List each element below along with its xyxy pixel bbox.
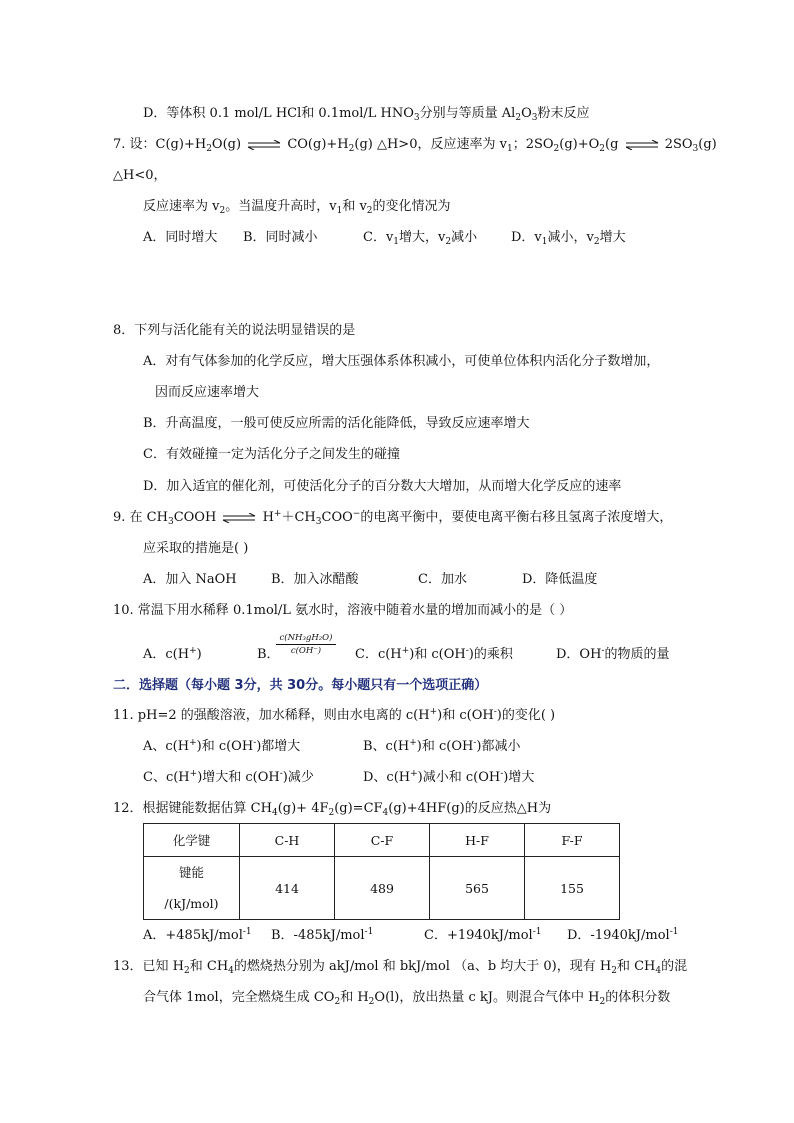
section-heading: 二．选择题（每小题 3分，共 30分。每小题只有一个选项正确）	[113, 678, 488, 693]
q11-option-c: C、c(H+)增大和 c(OH-)减少	[143, 769, 314, 785]
q10-option-d: D．OH-的物质的量	[556, 646, 670, 662]
fraction-numerator: c(NH₃gH₂O)	[279, 633, 333, 643]
q7-option-c: C．$v_1$增大，$v_2$减小	[363, 230, 478, 247]
q12-option-a: A．+485kJ/mol$^{-1}$	[143, 927, 252, 943]
fraction-denominator: c(OH⁻)	[290, 646, 322, 656]
q11-option-b: B、c(H+)和 c(OH-)都减小	[363, 738, 521, 754]
fraction-bar	[276, 644, 336, 645]
q9-option-b: B．加入冰醋酸	[271, 572, 359, 587]
bond-energy-table	[143, 823, 620, 920]
q12-stem: 12．根据键能数据估算 $CH_4(g)+ 4F_2(g)=CF_4(g)+4HF(g)$的反应热△H为	[113, 801, 552, 818]
q7-option-a: A．同时增大	[143, 230, 218, 245]
row-label-line1: 键能	[178, 865, 204, 880]
q12-option-b: B．-485kJ/mol$^{-1}$	[271, 927, 374, 943]
q8-option-b: B．升高温度，一般可使反应所需的活化能降低，导致反应速率增大	[143, 416, 530, 431]
table-row-label	[144, 857, 240, 920]
reversible-arrow-icon	[222, 513, 256, 523]
table-header-cell: F-F	[525, 824, 620, 857]
table-cell: 489	[335, 857, 430, 920]
q12-option-c: C．+1940kJ/mol$^{-1}$	[424, 927, 542, 943]
table-cell: 565	[430, 857, 525, 920]
reversible-arrow-icon	[247, 140, 281, 150]
table-row	[144, 857, 620, 920]
q9-stem-line1: 9. 在 $CH_3COOH$ $H^++CH_3COO^-$的电离平衡中，要使电离平衡右移且氢离子浓度增大，	[113, 509, 673, 527]
table-header-cell: C-H	[240, 824, 335, 857]
q10-option-b: B．	[257, 647, 280, 662]
q7-option-b: B．同时减小	[243, 230, 318, 245]
q7-stem-line1: 7. 设：$C(g)+H_2O(g)$ $CO(g)+H_2(g)$ △H>0，反应速率为 $v_1$；$2SO_2(g)+O_2(g$ $2SO_3(g)$	[113, 137, 717, 154]
q9-option-d: D．降低温度	[522, 572, 598, 587]
q10-option-c: C．c(H+)和 c(OH-)的乘积	[355, 646, 513, 662]
q13-stem-line2: 合气体 1mol，完全燃烧生成 $CO_2$和 $H_2O(l)$，放出热量 c kJ。则混合气体中 $H_2$的体积分数	[143, 990, 671, 1007]
q11-option-d: D、c(H+)减小和 c(OH-)增大	[363, 769, 535, 785]
q11-option-a: A、c(H+)和 c(OH-)都增大	[143, 738, 301, 754]
q10-stem: 10. 常温下用水稀释 0.1mol/L 氨水时，溶液中随着水量的增加而减小的是（ ）	[113, 603, 573, 618]
q10-option-b-fraction	[276, 633, 336, 656]
table-cell: 155	[525, 857, 620, 920]
q7-stem-line2: △H<0，	[113, 168, 167, 183]
q9-option-c: C．加水	[418, 572, 467, 587]
q10-option-a: A．c(H+)	[143, 646, 202, 662]
q8-stem: 8．下列与活化能有关的说法明显错误的是	[113, 323, 356, 338]
q7-option-d: D．$v_1$减小，$v_2$增大	[511, 230, 626, 247]
q8-option-a-line2: 因而反应速率增大	[155, 385, 260, 400]
q8-option-c: C．有效碰撞一定为活化分子之间发生的碰撞	[143, 447, 400, 462]
q13-stem-line1: 13．已知 $H_2$和 $CH_4$的燃烧热分别为 akJ/mol 和 bkJ/mol （a、b 均大于 0)，现有 $H_2$和 $CH_4$的混	[113, 959, 688, 976]
table-cell: 414	[240, 857, 335, 920]
q7-stem-line3: 反应速率为 $v_2$。当温度升高时，$v_1$和 $v_2$的变化情况为	[143, 199, 451, 216]
table-header-cell: C-F	[335, 824, 430, 857]
q11-stem: 11. pH=2 的强酸溶液，加水稀释，则由水电离的 c(H+)和 c(OH-)的变化( )	[113, 707, 556, 723]
row-label-line2: /(kJ/mol)	[164, 896, 219, 911]
q8-option-a-line1: A．对有气体参加的化学反应，增大压强体系体积减小，可使单位体积内活化分子数增加，	[143, 354, 660, 369]
q12-option-d: D．-1940kJ/mol$^{-1}$	[567, 927, 679, 943]
table-header-cell: H-F	[430, 824, 525, 857]
q8-option-d: D．加入适宜的催化剂，可使活化分子的百分数大大增加，从而增大化学反应的速率	[143, 479, 622, 494]
table-header-cell: 化学键	[144, 824, 240, 857]
table-header-row	[144, 824, 620, 857]
q6-option-d: D．等体积 0.1 mol/L HCl和 0.1mol/L $HNO_3$分别与等质量 $Al_2O_3$粉末反应	[143, 106, 590, 123]
reversible-arrow-icon	[625, 140, 659, 150]
q9-stem-line2: 应采取的措施是( )	[143, 541, 249, 556]
q9-option-a: A．加入 NaOH	[143, 572, 237, 587]
